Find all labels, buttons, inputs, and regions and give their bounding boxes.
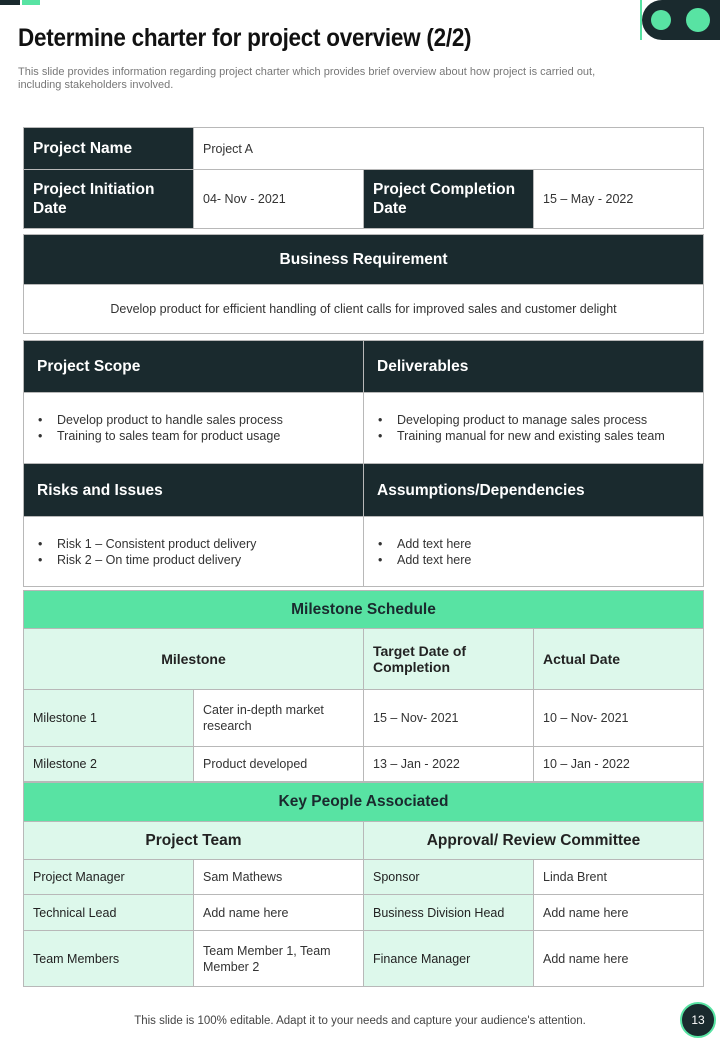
team-role: Technical Lead <box>23 894 194 931</box>
team-member-name: Sam Mathews <box>193 859 364 895</box>
team-role: Project Manager <box>23 859 194 895</box>
list-item: • Add text here <box>378 552 471 568</box>
list-item: • Developing product to manage sales process <box>378 412 665 428</box>
initiation-date-value: 04- Nov - 2021 <box>193 169 364 229</box>
list-item: • Training manual for new and existing sales team <box>378 428 665 444</box>
committee-member-name: Linda Brent <box>533 859 704 895</box>
milestone-actual-date: 10 – Jan - 2022 <box>533 746 704 782</box>
list-item: • Risk 2 – On time product delivery <box>38 552 256 568</box>
project-name-value: Project A <box>193 127 704 170</box>
page-subtitle: This slide provides information regarding project charter which provides brief overview about how project is carried out, including stakeholders involved. <box>18 66 596 91</box>
business-requirement-text: Develop product for efficient handling of client calls for improved sales and customer delight <box>23 284 704 334</box>
completion-date-value: 15 – May - 2022 <box>533 169 704 229</box>
circle-icon <box>686 8 710 32</box>
committee-member-name: Add name here <box>533 894 704 931</box>
milestone-actual-date: 10 – Nov- 2021 <box>533 689 704 747</box>
list-item: • Develop product to handle sales process <box>38 412 283 428</box>
key-people-heading: Key People Associated <box>23 782 704 822</box>
review-committee-heading: Approval/ Review Committee <box>363 821 704 860</box>
list-item: • Training to sales team for product usage <box>38 428 283 444</box>
milestone-column-header: Milestone <box>23 628 364 690</box>
committee-role: Business Division Head <box>363 894 534 931</box>
assumptions-heading: Assumptions/Dependencies <box>363 463 704 517</box>
page-number: 13 <box>680 1002 716 1038</box>
project-team-heading: Project Team <box>23 821 364 860</box>
milestone-name: Milestone 2 <box>23 746 194 782</box>
milestone-description: Cater in-depth market research <box>193 689 364 747</box>
list-item: • Add text here <box>378 536 471 552</box>
committee-role: Finance Manager <box>363 930 534 987</box>
milestone-description: Product developed <box>193 746 364 782</box>
risks-heading: Risks and Issues <box>23 463 364 517</box>
target-date-column-header: Target Date of Completion <box>363 628 534 690</box>
milestone-target-date: 15 – Nov- 2021 <box>363 689 534 747</box>
project-scope-list <box>23 392 364 464</box>
assumptions-list <box>363 516 704 587</box>
team-member-name: Add name here <box>193 894 364 931</box>
risks-list <box>23 516 364 587</box>
project-name-label: Project Name <box>23 127 194 170</box>
committee-member-name: Add name here <box>533 930 704 987</box>
actual-date-column-header: Actual Date <box>533 628 704 690</box>
completion-date-label: Project Completion Date <box>363 169 534 229</box>
decorative-toggle-shape <box>640 0 720 40</box>
deliverables-list <box>363 392 704 464</box>
milestone-schedule-heading: Milestone Schedule <box>23 590 704 629</box>
page-title: Determine charter for project overview (2/2) <box>18 24 472 52</box>
team-role: Team Members <box>23 930 194 987</box>
milestone-target-date: 13 – Jan - 2022 <box>363 746 534 782</box>
circle-icon <box>651 10 671 30</box>
list-item: • Risk 1 – Consistent product delivery <box>38 536 256 552</box>
project-scope-heading: Project Scope <box>23 340 364 393</box>
team-member-name: Team Member 1, Team Member 2 <box>193 930 364 987</box>
milestone-name: Milestone 1 <box>23 689 194 747</box>
initiation-date-label: Project Initiation Date <box>23 169 194 229</box>
corner-accent <box>0 0 40 5</box>
deliverables-heading: Deliverables <box>363 340 704 393</box>
business-requirement-heading: Business Requirement <box>23 234 704 285</box>
committee-role: Sponsor <box>363 859 534 895</box>
footer-note: This slide is 100% editable. Adapt it to your needs and capture your audience's attention. <box>134 1015 586 1027</box>
